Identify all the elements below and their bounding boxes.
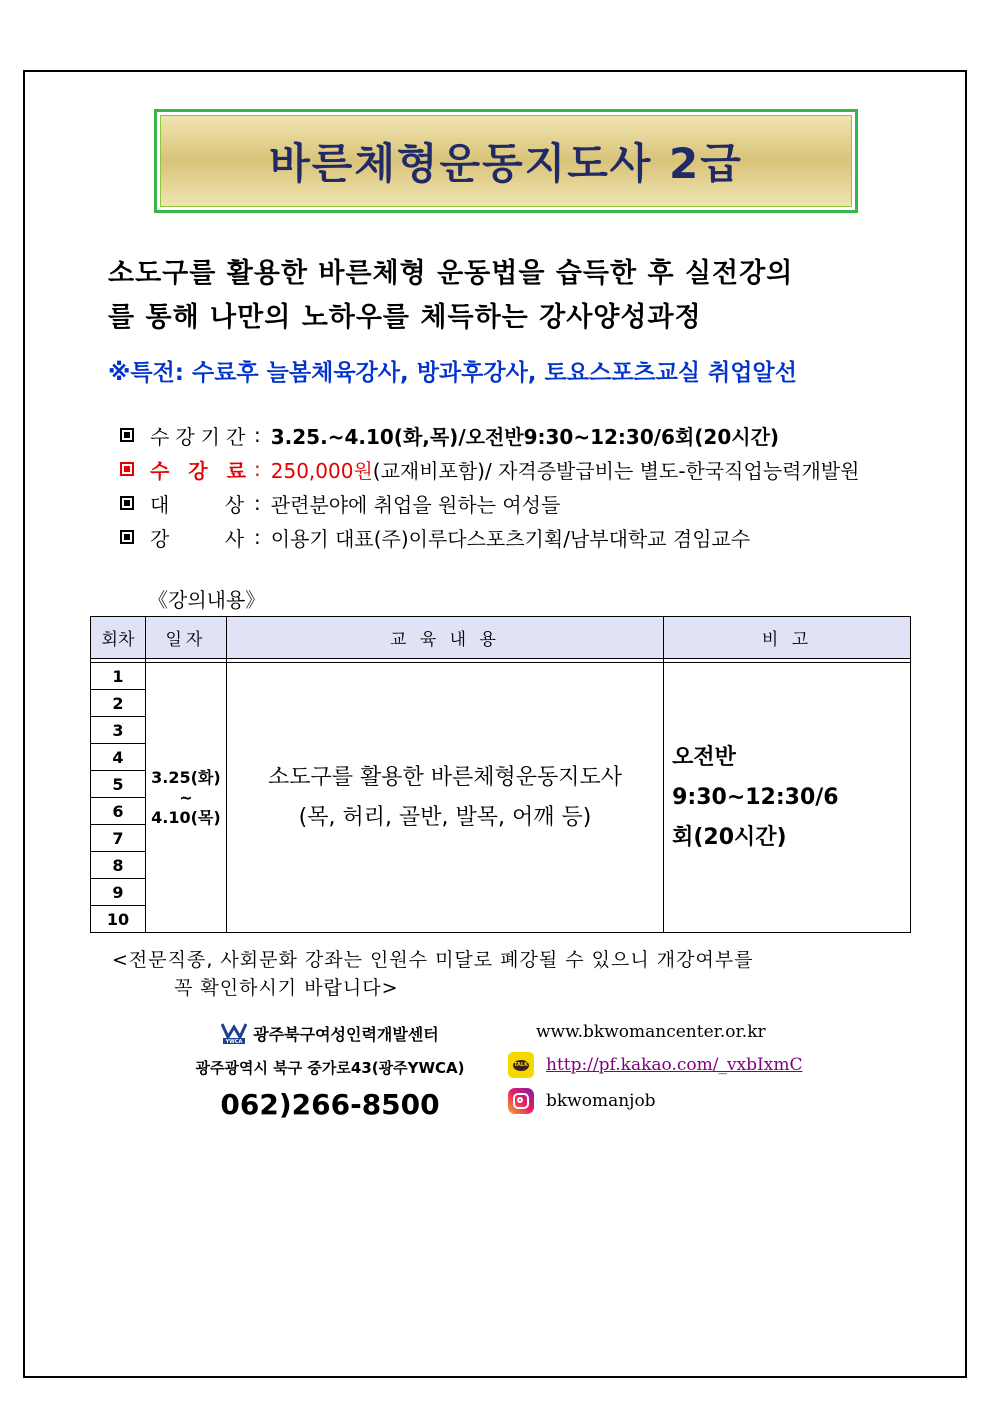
org-name-row (180, 1022, 480, 1045)
info-instructor: 강 사 : 이용기 대표(주)이루다스포츠기획/남부대학교 겸임교수 (120, 520, 960, 554)
info-fee-rest: (교재비포함)/ 자격증발급비는 별도-한국직업능력개발원 (372, 458, 860, 483)
date-end: 4.10(목) (151, 807, 221, 827)
ywca-logo-icon (221, 1023, 247, 1045)
info-period-value: 3.25.~4.10(화,목)/오전반9:30~12:30/6회(20시간) (270, 424, 780, 449)
instagram-row (508, 1088, 828, 1114)
kakaotalk-icon-text: TALK (513, 1060, 529, 1071)
title-banner (154, 109, 858, 213)
info-target-value: 관련분야에 취업을 원하는 여성들 (270, 492, 561, 517)
intro-line-2: 를 통해 나만의 노하우를 체득하는 강사양성과정 (108, 302, 702, 333)
square-bullet-icon (120, 496, 134, 510)
info-target-label: 대 상 (150, 492, 251, 517)
header-date: 일자 (145, 617, 226, 659)
website-link[interactable]: www.bkwomancenter.or.kr (536, 1022, 766, 1042)
date-separator: ~ (179, 787, 193, 807)
note-cell (664, 663, 911, 933)
session-number: 10 (91, 906, 146, 933)
content-cell (226, 663, 663, 933)
session-number: 2 (91, 690, 146, 717)
info-fee: 수 강 료 : 250,000원 (교재비포함)/ 자격증발급비는 별도-한국직업능력개발원 (120, 452, 960, 486)
square-bullet-icon (120, 462, 134, 476)
notice-line-2: 꼭 확인하시기 바랍니다> (174, 977, 399, 999)
info-period-label: 수강기간 (150, 424, 252, 449)
session-number: 5 (91, 771, 146, 798)
kakaotalk-icon (508, 1052, 534, 1078)
org-name: 광주북구여성인력개발센터 (253, 1025, 439, 1044)
date-start: 3.25(화) (151, 767, 221, 787)
footer-org-info (180, 1022, 480, 1121)
intro-text (108, 252, 908, 340)
note-line-2: 회(20시간) (672, 824, 787, 850)
page-title: 바른체형운동지도사 2급 (160, 115, 852, 207)
date-cell (145, 663, 226, 933)
header-note: 비 고 (664, 617, 911, 659)
content-line-1: 소도구를 활용한 바른체형운동지도사 (267, 764, 622, 790)
square-bullet-icon (120, 428, 134, 442)
header-content: 교 육 내 용 (226, 617, 663, 659)
intro-line-1: 소도구를 활용한 바른체형 운동법을 습득한 후 실전강의 (108, 258, 794, 289)
info-instructor-label: 강 사 (150, 526, 251, 551)
kakao-link[interactable]: http://pf.kakao.com/_vxbIxmC (546, 1055, 803, 1075)
header-session: 회차 (91, 617, 146, 659)
notice-text (112, 946, 754, 1002)
session-number: 6 (91, 798, 146, 825)
info-list (120, 418, 960, 554)
org-phone: 062)266-8500 (220, 1088, 440, 1121)
special-benefit: ※특전: 수료후 늘봄체육강사, 방과후강사, 토요스포츠교실 취업알선 (108, 360, 797, 386)
course-table (90, 616, 911, 933)
org-address: 광주광역시 북구 중가로43(광주YWCA) (195, 1059, 465, 1077)
session-number: 9 (91, 879, 146, 906)
notice-line-1: <전문직종, 사회문화 강좌는 인원수 미달로 폐강될 수 있으니 개강여부를 (112, 949, 754, 971)
instagram-handle[interactable]: bkwomanjob (546, 1091, 656, 1111)
info-instructor-value: 이용기 대표(주)이루다스포츠기획/남부대학교 겸임교수 (270, 526, 751, 551)
table-row (91, 663, 911, 690)
note-line-1: 오전반9:30~12:30/6 (672, 744, 839, 810)
ywca-logo-text: YWCA (225, 1038, 243, 1045)
footer-contacts (508, 1022, 828, 1114)
content-line-2: (목, 허리, 골반, 발목, 어깨 등) (298, 804, 592, 830)
info-period: 수강기간 : 3.25.~4.10(화,목)/오전반9:30~12:30/6회(20시간) (120, 418, 960, 452)
info-fee-amount: 250,000원 (270, 458, 373, 483)
kakao-row (508, 1052, 828, 1078)
session-number: 3 (91, 717, 146, 744)
session-number: 1 (91, 663, 146, 690)
square-bullet-icon (120, 530, 134, 544)
session-number: 4 (91, 744, 146, 771)
session-number: 7 (91, 825, 146, 852)
table-header-row (91, 617, 911, 659)
section-label: 《강의내용》 (148, 588, 266, 612)
info-fee-label: 수 강 료 (150, 458, 252, 483)
info-target: 대 상 : 관련분야에 취업을 원하는 여성들 (120, 486, 960, 520)
session-number: 8 (91, 852, 146, 879)
instagram-icon (508, 1088, 534, 1114)
